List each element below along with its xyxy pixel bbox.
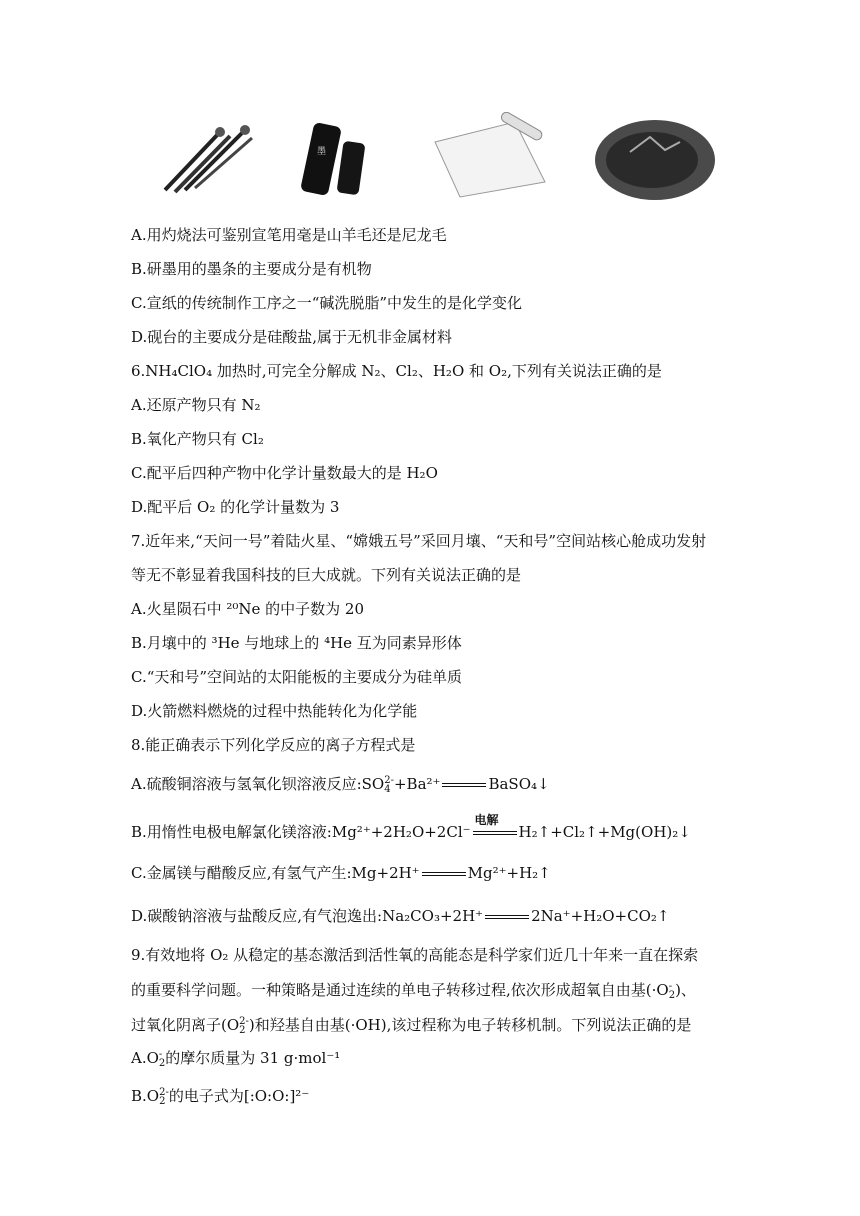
q9-b-left: B.O [131,1087,160,1105]
q8-d-right: 2Na⁺+H₂O+CO₂↑ [531,907,670,925]
q6-option-d: D.配平后 O₂ 的化学计量数为 3 [131,498,340,516]
q9-stem2-end: )、 [675,981,696,999]
q9-a-left: A.O [131,1049,159,1067]
q8-a-right: +Ba²⁺ [393,775,441,793]
equals-sign [442,778,486,792]
superoxide-charge-stack: - 2 [158,1049,166,1069]
q8-c-left: C.金属镁与醋酸反应,有氢气产生:Mg+2H⁺ [131,864,420,882]
inkstone-image [590,112,720,202]
electrolysis-label: 电解 [474,813,499,827]
q8-option-c [131,863,551,883]
q7-option-c: C.“天和号”空间站的太阳能板的主要成分为硅单质 [131,668,463,686]
equals-sign [485,910,529,924]
q8-option-b [131,813,691,842]
q8-a-product: BaSO₄↓ [488,775,550,793]
q6-stem: 6.NH₄ClO₄ 加热时,可完全分解成 N₂、Cl₂、H₂O 和 O₂,下列有关说法正确的是 [131,362,662,380]
q7-stem-line1: 7.近年来,“天问一号”着陆火星、“嫦娥五号”采回月壤、“天和号”空间站核心舱成功发射 [131,532,707,550]
q9-option-a [131,1048,340,1068]
svg-text:墨: 墨 [317,147,327,157]
q6-option-c: C.配平后四种产物中化学计量数最大的是 H₂O [131,464,438,482]
q7-option-b: B.月壤中的 ³He 与地球上的 ⁴He 互为同素异形体 [131,634,462,652]
q8-option-d [131,906,669,926]
q7-stem-line2: 等无不彰显着我国科技的巨大成就。下列有关说法正确的是 [131,566,522,584]
q8-b-right: H₂↑+Cl₂↑+Mg(OH)₂↓ [518,823,691,841]
q5-option-a: A.用灼烧法可鉴别宣笔用毫是山羊毛还是尼龙毛 [131,226,447,244]
q9-stem-line2 [131,980,696,1000]
brushes-image [150,112,260,202]
q8-stem: 8.能正确表示下列化学反应的离子方程式是 [131,736,416,754]
q9-stem2-text: 的重要科学问题。一种策略是通过连续的单电子转移过程,依次形成超氧自由基(·O [131,981,669,999]
q9-stem3-end: )和羟基自由基(·OH),该过程称为电子转移机制。下列说法正确的是 [248,1016,692,1034]
q6-option-b: B.氧化产物只有 Cl₂ [131,430,264,448]
q9-stem-line1: 9.有效地将 O₂ 从稳定的基态激活到活性氧的高能态是科学家们近几十年来一直在探索 [131,946,699,964]
q8-c-right: Mg²⁺+H₂↑ [467,864,551,882]
q6-option-a: A.还原产物只有 N₂ [131,396,261,414]
q5-option-b: B.研墨用的墨条的主要成分是有机物 [131,260,372,278]
q5-option-d: D.砚台的主要成分是硅酸盐,属于无机非金属材料 [131,328,453,346]
peroxide-charge-stack: 2- 2 [159,1087,169,1107]
superoxide-charge-stack: - 2 [668,981,676,1001]
q5-option-c: C.宣纸的传统制作工序之一“碱洗脱脂”中发生的是化学变化 [131,294,523,312]
q7-option-a: A.火星陨石中 ²⁰Ne 的中子数为 20 [131,600,365,618]
peroxide-charge-stack: 2- 2 [239,1016,249,1036]
q8-option-a [131,774,550,794]
q9-option-b [131,1086,309,1106]
q8-b-left: B.用惰性电极电解氯化镁溶液:Mg²⁺+2H₂O+2Cl⁻ [131,823,471,841]
sulfate-charge-stack: 2- 4 [384,775,394,795]
figure-four-treasures [150,112,730,202]
q9-b-right: 的电子式为[:O:O:]²⁻ [168,1087,310,1105]
inkstick-image [295,112,385,202]
q9-stem3-text: 过氧化阴离子(O [131,1016,240,1034]
q8-d-left: D.碳酸钠溶液与盐酸反应,有气泡逸出:Na₂CO₃+2H⁺ [131,907,484,925]
q7-option-d: D.火箭燃料燃烧的过程中热能转化为化学能 [131,702,418,720]
equals-sign [422,867,466,881]
q8-a-left: A.硫酸铜溶液与氢氧化钡溶液反应:SO [131,775,385,793]
q9-a-right: 的摩尔质量为 31 g·mol⁻¹ [165,1049,341,1067]
paper-scroll-image [425,112,555,202]
q9-stem-line3 [131,1015,691,1035]
equals-sign [473,813,517,840]
